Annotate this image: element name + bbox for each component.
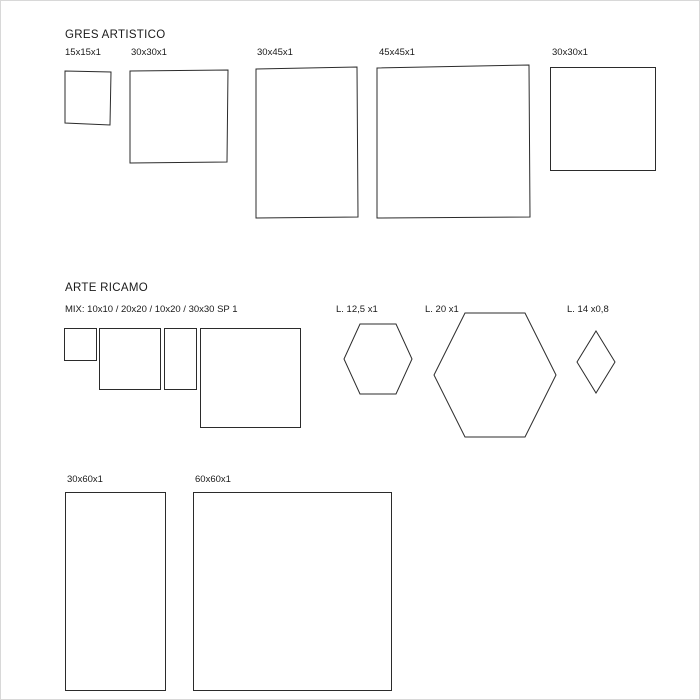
- caption-hex-12-5: L. 12,5 x1: [336, 304, 378, 315]
- caption-30x45x1: 30x45x1: [257, 47, 293, 58]
- tile-shape-mix-10x20: [164, 328, 197, 390]
- section-title-arte-ricamo: ARTE RICAMO: [65, 282, 148, 294]
- tile-shape-hexagon-12-5: [342, 321, 414, 397]
- tile-shape-30x45x1: [253, 64, 363, 222]
- tile-shape-mix-10x10: [64, 328, 97, 361]
- caption-rhombus-14: L. 14 x0,8: [567, 304, 609, 315]
- caption-45x45x1: 45x45x1: [379, 47, 415, 58]
- tile-shape-mix-30x30: [200, 328, 301, 428]
- caption-60x60x1: 60x60x1: [195, 474, 231, 485]
- caption-30x30x1-a: 30x30x1: [131, 47, 167, 58]
- tile-shape-rhombus-14: [574, 328, 618, 396]
- tile-shape-mix-20x20: [99, 328, 161, 390]
- caption-hex-20: L. 20 x1: [425, 304, 459, 315]
- tile-shape-45x45x1: [373, 62, 535, 222]
- tile-shape-30x60x1: [65, 492, 166, 691]
- tile-shape-hexagon-20: [431, 310, 559, 440]
- caption-30x60x1: 30x60x1: [67, 474, 103, 485]
- section-title-gres-artistico: GRES ARTISTICO: [65, 29, 166, 41]
- caption-30x30x1-b: 30x30x1: [552, 47, 588, 58]
- caption-15x15x1: 15x15x1: [65, 47, 101, 58]
- tile-shape-30x30x1-b: [550, 67, 656, 171]
- tile-shape-60x60x1: [193, 492, 392, 691]
- caption-mix-sizes: MIX: 10x10 / 20x20 / 10x20 / 30x30 SP 1: [65, 304, 238, 315]
- tile-shape-30x30x1-a: [127, 67, 233, 171]
- tile-shape-15x15x1: [63, 69, 115, 133]
